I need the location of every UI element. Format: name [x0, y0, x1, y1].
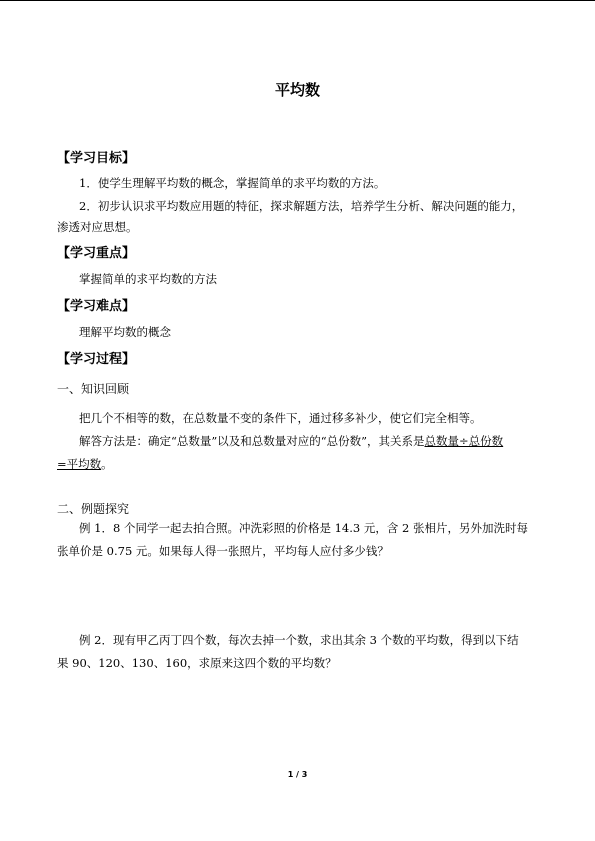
- page-title: 平均数: [274, 81, 320, 99]
- formula-part-2: =平均数: [57, 457, 102, 471]
- example-2-line-2: 果 90、120、130、160，求原来这四个数的平均数？: [57, 656, 337, 670]
- key-points-heading: 【学习重点】: [57, 246, 136, 261]
- examples-heading: 二、例题探究: [57, 502, 130, 516]
- example-1-line-2: 张单价是 0.75 元。如果每人得一张照片，平均每人应付多少钱？: [57, 544, 389, 558]
- top-rule: [0, 0, 595, 1]
- difficulties-heading: 【学习难点】: [57, 299, 136, 314]
- review-heading: 一、知识回顾: [57, 382, 130, 396]
- key-points-text: 掌握简单的求平均数的方法: [79, 272, 217, 286]
- objective-item-2-line-2: 渗透对应思想。: [57, 220, 138, 234]
- review-paragraph-2-suffix: 。: [101, 457, 113, 471]
- review-paragraph-2-line-2: [57, 456, 113, 472]
- objectives-heading: 【学习目标】: [57, 151, 136, 166]
- review-paragraph-1: 把几个不相等的数，在总数量不变的条件下，通过移多补少，使它们完全相等。: [79, 411, 482, 425]
- process-heading: 【学习过程】: [57, 352, 136, 367]
- difficulties-text: 理解平均数的概念: [79, 325, 171, 339]
- formula-part-1: 总数量÷总份数: [424, 434, 504, 448]
- objective-item-2-line-1: 2．初步认识求平均数应用题的特征，探求解题方法，培养学生分析、解决问题的能力，: [79, 199, 524, 213]
- page-number: 1 / 3: [287, 770, 308, 779]
- example-2-line-1: 例 2．现有甲乙丙丁四个数，每次去掉一个数，求出其余 3 个数的平均数，得到以下结: [79, 633, 519, 647]
- example-1-line-1: 例 1．8 个同学一起去拍合照。冲洗彩照的价格是 14.3 元，含 2 张相片，另外加洗时每: [79, 521, 528, 535]
- review-paragraph-2-prefix: 解答方法是：确定“总数量”以及和总数量对应的“总份数”，其关系是: [79, 434, 425, 448]
- objective-item-1: 1．使学生理解平均数的概念，掌握简单的求平均数的方法。: [79, 176, 386, 190]
- review-paragraph-2: [79, 433, 503, 449]
